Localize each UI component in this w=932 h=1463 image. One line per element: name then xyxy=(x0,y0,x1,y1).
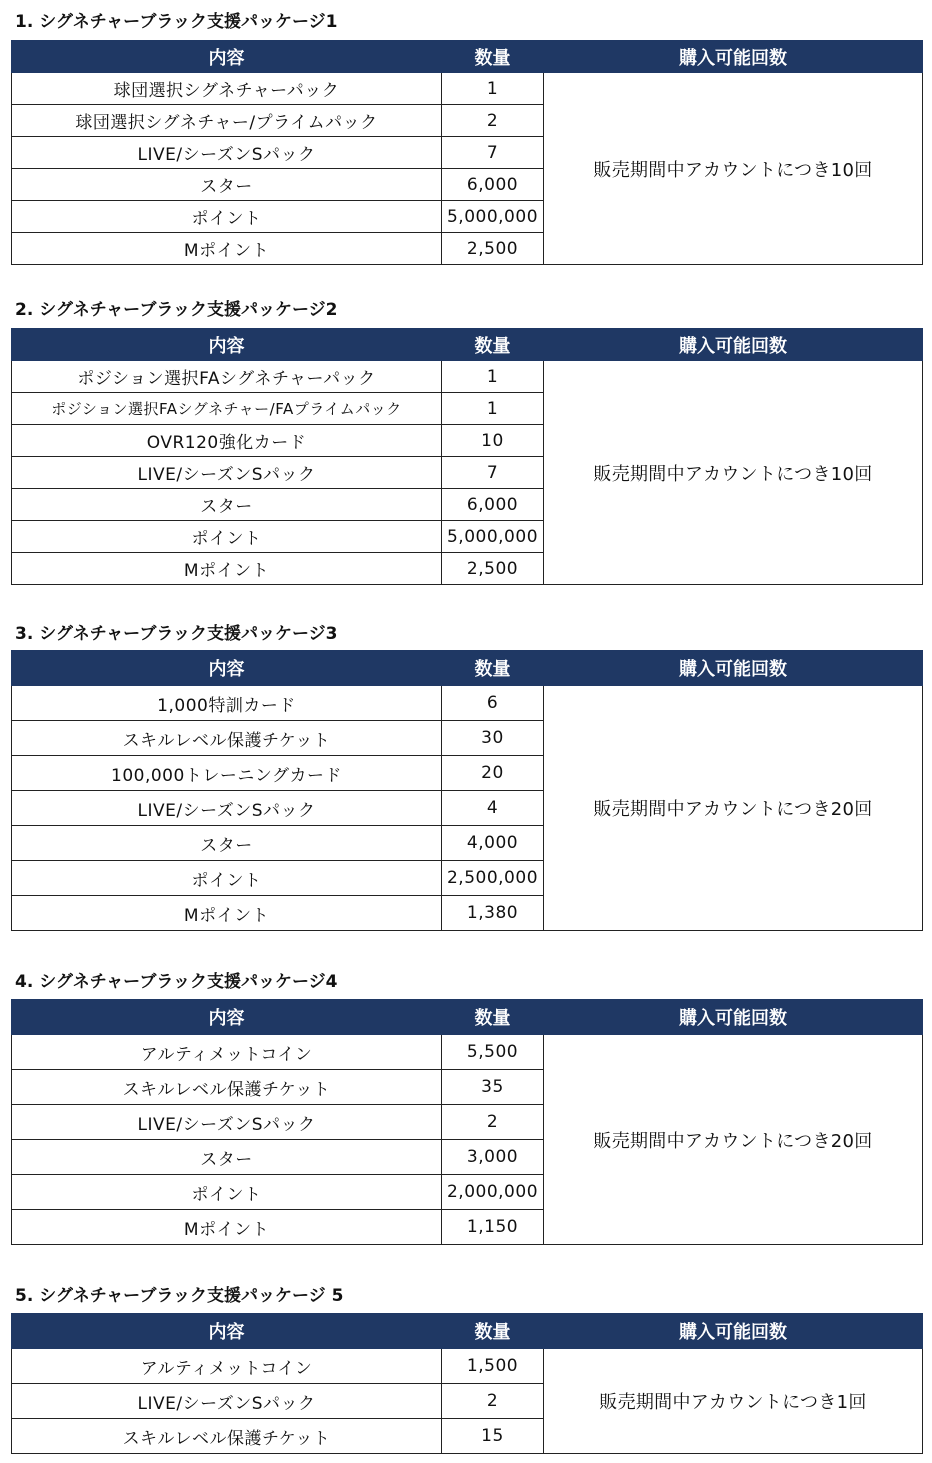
package-title: 5. シグネチャーブラック支援パッケージ 5 xyxy=(15,1286,344,1306)
qty-cell: 5,000,000 xyxy=(442,521,544,553)
qty-cell: 5,500 xyxy=(442,1035,544,1070)
item-cell: ポイント xyxy=(12,861,442,896)
table-row xyxy=(12,1035,923,1070)
table-header-row xyxy=(12,1000,923,1035)
item-cell: Mポイント xyxy=(12,1210,442,1245)
header-qty: 数量 xyxy=(442,1000,544,1035)
header-limit: 購入可能回数 xyxy=(544,651,923,686)
qty-cell: 2,000,000 xyxy=(442,1175,544,1210)
package-title: 4. シグネチャーブラック支援パッケージ4 xyxy=(15,972,338,992)
package-table xyxy=(11,999,923,1245)
limit-cell: 販売期間中アカウントにつき20回 xyxy=(544,686,923,931)
item-cell: スター xyxy=(12,489,442,521)
package-title: 3. シグネチャーブラック支援パッケージ3 xyxy=(15,624,338,644)
header-item: 内容 xyxy=(12,1314,442,1349)
limit-cell: 販売期間中アカウントにつき10回 xyxy=(544,361,923,585)
qty-cell: 1 xyxy=(442,73,544,105)
qty-cell: 7 xyxy=(442,457,544,489)
table-header-row xyxy=(12,1314,923,1349)
item-cell: ポイント xyxy=(12,521,442,553)
table-row xyxy=(12,361,923,393)
header-limit: 購入可能回数 xyxy=(544,1314,923,1349)
header-item: 内容 xyxy=(12,41,442,73)
header-limit: 購入可能回数 xyxy=(544,1000,923,1035)
item-cell: LIVE/シーズンSパック xyxy=(12,1384,442,1419)
table-row xyxy=(12,73,923,105)
item-cell: ポイント xyxy=(12,201,442,233)
header-qty: 数量 xyxy=(442,1314,544,1349)
limit-cell: 販売期間中アカウントにつき20回 xyxy=(544,1035,923,1245)
item-cell: スター xyxy=(12,826,442,861)
header-limit: 購入可能回数 xyxy=(544,41,923,73)
qty-cell: 1 xyxy=(442,361,544,393)
qty-cell: 2,500,000 xyxy=(442,861,544,896)
qty-cell: 2 xyxy=(442,1384,544,1419)
table-row xyxy=(12,686,923,721)
limit-cell: 販売期間中アカウントにつき10回 xyxy=(544,73,923,265)
qty-cell: 7 xyxy=(442,137,544,169)
qty-cell: 1,500 xyxy=(442,1349,544,1384)
qty-cell: 4 xyxy=(442,791,544,826)
item-cell: スキルレベル保護チケット xyxy=(12,721,442,756)
item-cell: LIVE/シーズンSパック xyxy=(12,1105,442,1140)
item-cell: 球団選択シグネチャーパック xyxy=(12,73,442,105)
package-title: 2. シグネチャーブラック支援パッケージ2 xyxy=(15,300,338,320)
qty-cell: 1 xyxy=(442,393,544,425)
item-cell: LIVE/シーズンSパック xyxy=(12,137,442,169)
qty-cell: 35 xyxy=(442,1070,544,1105)
qty-cell: 30 xyxy=(442,721,544,756)
qty-cell: 4,000 xyxy=(442,826,544,861)
qty-cell: 5,000,000 xyxy=(442,201,544,233)
item-cell: LIVE/シーズンSパック xyxy=(12,457,442,489)
header-item: 内容 xyxy=(12,1000,442,1035)
qty-cell: 6,000 xyxy=(442,169,544,201)
item-cell: 1,000特訓カード xyxy=(12,686,442,721)
header-qty: 数量 xyxy=(442,651,544,686)
package-title: 1. シグネチャーブラック支援パッケージ1 xyxy=(15,12,338,32)
qty-cell: 6 xyxy=(442,686,544,721)
header-limit: 購入可能回数 xyxy=(544,329,923,361)
qty-cell: 1,150 xyxy=(442,1210,544,1245)
qty-cell: 3,000 xyxy=(442,1140,544,1175)
package-table xyxy=(11,650,923,931)
item-cell: ポジション選択FAシグネチャーパック xyxy=(12,361,442,393)
item-cell: アルティメットコイン xyxy=(12,1035,442,1070)
item-cell: アルティメットコイン xyxy=(12,1349,442,1384)
item-cell: スター xyxy=(12,169,442,201)
item-cell: スター xyxy=(12,1140,442,1175)
table-row xyxy=(12,1349,923,1384)
header-qty: 数量 xyxy=(442,41,544,73)
qty-cell: 6,000 xyxy=(442,489,544,521)
qty-cell: 2 xyxy=(442,1105,544,1140)
item-cell: ポジション選択FAシグネチャー/FAプライムパック xyxy=(12,393,442,425)
item-cell: ポイント xyxy=(12,1175,442,1210)
item-cell: Mポイント xyxy=(12,233,442,265)
package-table xyxy=(11,40,923,265)
table-header-row xyxy=(12,329,923,361)
limit-cell: 販売期間中アカウントにつき1回 xyxy=(544,1349,923,1454)
header-qty: 数量 xyxy=(442,329,544,361)
package-table xyxy=(11,328,923,585)
qty-cell: 2,500 xyxy=(442,233,544,265)
qty-cell: 2 xyxy=(442,105,544,137)
qty-cell: 10 xyxy=(442,425,544,457)
item-cell: LIVE/シーズンSパック xyxy=(12,791,442,826)
header-item: 内容 xyxy=(12,651,442,686)
item-cell: Mポイント xyxy=(12,553,442,585)
package-table xyxy=(11,1313,923,1454)
qty-cell: 1,380 xyxy=(442,896,544,931)
item-cell: スキルレベル保護チケット xyxy=(12,1070,442,1105)
table-header-row xyxy=(12,41,923,73)
item-cell: スキルレベル保護チケット xyxy=(12,1419,442,1454)
qty-cell: 20 xyxy=(442,756,544,791)
qty-cell: 15 xyxy=(442,1419,544,1454)
table-header-row xyxy=(12,651,923,686)
item-cell: OVR120強化カード xyxy=(12,425,442,457)
qty-cell: 2,500 xyxy=(442,553,544,585)
item-cell: 球団選択シグネチャー/プライムパック xyxy=(12,105,442,137)
item-cell: Mポイント xyxy=(12,896,442,931)
header-item: 内容 xyxy=(12,329,442,361)
item-cell: 100,000トレーニングカード xyxy=(12,756,442,791)
